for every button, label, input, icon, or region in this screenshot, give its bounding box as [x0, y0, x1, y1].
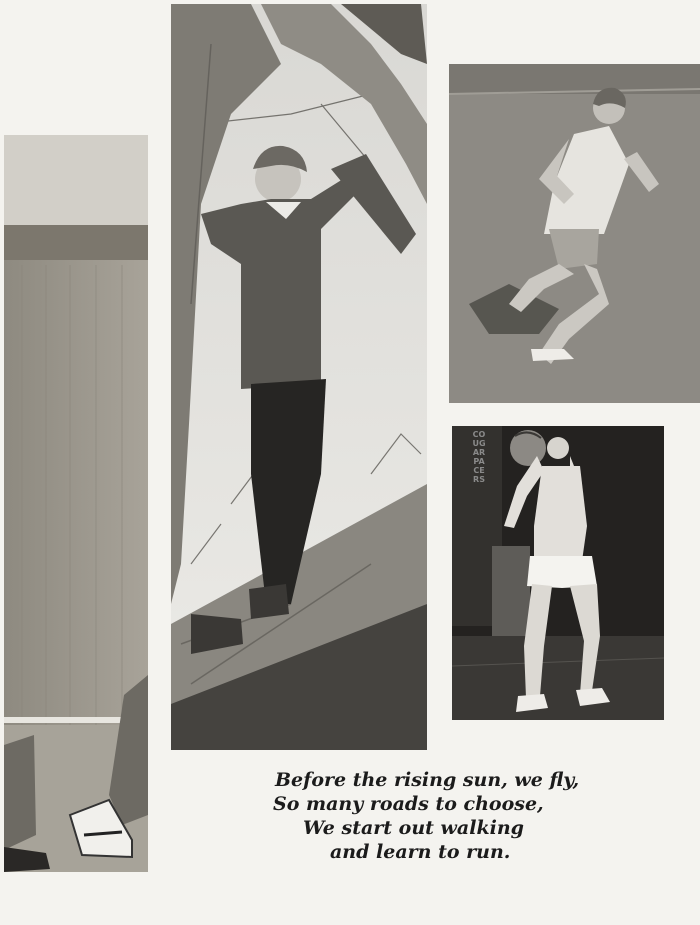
- photo-boy-in-tree: [171, 4, 427, 750]
- caption-poem: [255, 768, 595, 864]
- photo-walking-legs: [4, 135, 148, 872]
- caption-line-3: We start out walking: [303, 817, 524, 839]
- caption-line-4: and learn to run.: [330, 841, 511, 863]
- scoreboard-team-label: COUGAR: [472, 430, 486, 457]
- caption-line-1: Before the rising sun, we fly,: [275, 769, 580, 791]
- scoreboard-subtitle: PACERS: [473, 457, 485, 484]
- photo-basketball-player: [452, 426, 664, 720]
- caption-line-2: So many roads to choose,: [273, 793, 544, 815]
- photo-runner: [449, 64, 700, 403]
- scoreboard-team: [472, 430, 486, 484]
